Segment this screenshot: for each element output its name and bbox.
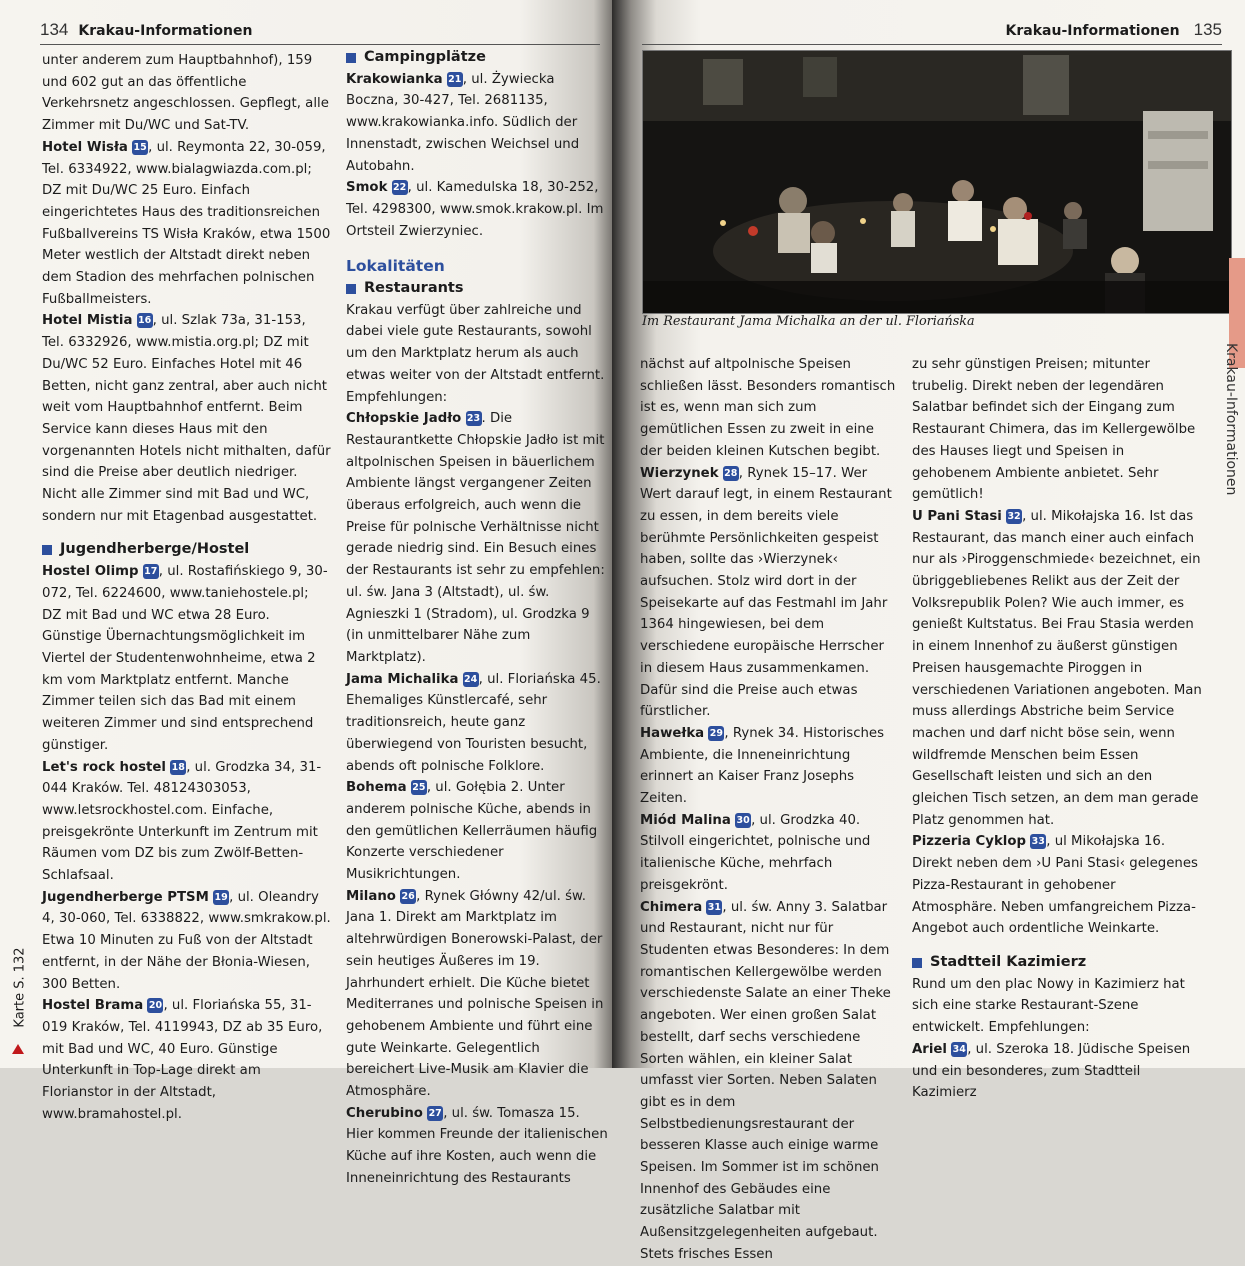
- map-number-badge: 20: [148, 1000, 163, 1012]
- listing-text: , ul Mikołajska 16. Direkt neben dem ›U Pani Stasi‹ gelegenes Pizza-Restaurant in gehobener Atmosphäre. Neben umfangreichem Pizza-Angebot auch ordentliche Weinkarte.: [912, 834, 1198, 937]
- paragraph: Rund um den plac Nowy in Kazimierz hat sich eine starke Restaurant-Szene entwickelt. Empfehlungen:: [912, 976, 1185, 1036]
- listing-name: Jama Michalika: [346, 671, 459, 687]
- listing-text: , Rynek 34. Historisches Ambiente, die Inneneinrichtung erinnert an Kaiser Franz Josephs Zeiten.: [640, 725, 885, 807]
- running-head: Krakau-Informationen: [1005, 23, 1180, 39]
- listing-text: , ul. Mikołajska 16. Ist das Restaurant, das manch einer auch einfach nur als ›Piroggenschmiede‹ bezeichnet, ein übriggebliebenes Relikt aus der Zeit der Volksrepublik Polen? Wie auch immer, es genießt Kultstatus. Bei Frau Stasia werden in einem Innenhof zu äußerst günstigen Preisen hausgemachte Piroggen in verschiedenen Variationen angeboten. Man muss allerdings Abstriche beim Service machen und darf nicht böse sein, wenn wildfremde Menschen beim Essen Gesellschaft leisten und sich an den gleichen Tisch setzen, an dem man gerade Platz genommen hat.: [912, 508, 1202, 828]
- left-column-2: [346, 47, 610, 1190]
- listing-text: , ul. Oleandry 4, 30-060, Tel. 6338822, www.smkrakow.pl. Etwa 10 Minuten zu Fuß von der Altstadt entfernt, in der Nähe der Błonia-Wiesen, 300 Betten.: [42, 889, 331, 992]
- map-number-badge: 29: [709, 727, 723, 739]
- left-page-header: [40, 14, 600, 45]
- square-bullet-icon: [346, 284, 356, 294]
- listing-krakowianka: [346, 69, 610, 178]
- listing-name: Jugendherberge PTSM: [42, 889, 209, 905]
- listing-hawelka: [640, 723, 898, 810]
- listing-jama-michalika: [346, 669, 610, 778]
- map-number-badge: 16: [138, 315, 152, 327]
- listing-lets-rock-hostel: [42, 757, 331, 887]
- listing-name: Wierzynek: [640, 465, 719, 481]
- listing-miod-malina: [640, 810, 898, 897]
- restaurant-photo: [642, 50, 1232, 314]
- listing-cherubino: [346, 1103, 610, 1190]
- map-reference-tab: [6, 930, 32, 1060]
- right-column-1: [640, 354, 898, 1266]
- side-running-title: Krakau-Informationen: [1223, 343, 1239, 496]
- listing-name: Hawełka: [640, 725, 705, 741]
- listing-name: Chłopskie Jadło: [346, 411, 462, 427]
- square-bullet-icon: [912, 958, 922, 968]
- listing-text: , Rynek Główny 42/ul. św. Jana 1. Direkt am Marktplatz im altehrwürdigen Bonerowski-Palast, der sein heutiges Äußeres im 19. Jahrhundert erhielt. Die Küche bietet Mediterranes und polnische Speisen in gehobenem Ambiente und führt eine gute Weinkarte. Gelegentlich bereichert Live-Musik am Klavier die Atmosphäre.: [346, 888, 604, 1100]
- listing-u-pani-stasi: [912, 506, 1202, 832]
- listing-ariel: [912, 1039, 1202, 1104]
- left-column-1: [42, 50, 331, 1125]
- right-page-header: [642, 14, 1222, 45]
- map-number-badge: 18: [171, 761, 185, 773]
- section-heading-hostel: Jugendherberge/Hostel: [42, 539, 331, 561]
- map-number-badge: 32: [1007, 510, 1021, 522]
- map-number-badge: 19: [214, 891, 228, 903]
- listing-text: , ul. Floriańska 45. Ehemaliges Künstlercafé, sehr traditionsreich, heute ganz überwiegend von Touristen besucht, abends oft polnische Folklore.: [346, 671, 601, 774]
- square-bullet-icon: [346, 53, 356, 63]
- listing-text: , ul. Gołębia 2. Unter anderem polnische Küche, abends in den gemütlichen Kellerräumen häufig Konzerte verschiedener Musikrichtungen.: [346, 780, 598, 883]
- chapter-heading-lokalitaeten: Lokalitäten: [346, 257, 445, 276]
- left-page: [0, 0, 612, 1186]
- map-number-badge: 17: [144, 566, 158, 578]
- listing-hotel-mistia: [42, 310, 331, 527]
- listing-name: Miód Malina: [640, 812, 731, 828]
- restaurant-interior-photo: [643, 51, 1231, 313]
- listing-text: , ul. Kamedulska 18, 30-252, Tel. 4298300, www.smok.krakow.pl. Im Ortsteil Zwierzyniec.: [346, 180, 604, 239]
- listing-name: Bohema: [346, 780, 407, 796]
- listing-jugendherberge-ptsm: [42, 887, 331, 996]
- listing-name: U Pani Stasi: [912, 508, 1002, 524]
- listing-text: , ul. Szeroka 18. Jüdische Speisen und ein besonderes, zum Stadtteil Kazimierz: [912, 1041, 1191, 1101]
- map-reference-label: Karte S. 132: [12, 947, 28, 1028]
- listing-text: , ul. św. Anny 3. Salatbar und Restaurant, nicht nur für Studenten etwas Besonderes: In dem romantischen Kellergewölbe werden verschiedenste Salate an einer Theke angeboten. Wer einen großen Salat bestellt, darf sechs verschiedene Sorten wählen, ein kleiner Salat umfasst vier Sorten. Neben Salaten gibt es in dem Selbstbedienungsrestaurant der besseren Klasse auch einige warme Speisen. Im Sommer ist im schönen Innenhof des Gebäudes eine zusätzliche Salatbar mit Außensitzgelegenheiten aufgebaut. Stets frisches Essen: [640, 899, 891, 1262]
- listing-name: Chimera: [640, 899, 703, 915]
- listing-name: Let's rock hostel: [42, 759, 166, 775]
- listing-name: Pizzeria Cyklop: [912, 834, 1026, 850]
- photo-caption: Im Restaurant Jama Michalka an der ul. Floriańska: [642, 314, 975, 329]
- listing-chlopskie-jadlo: [346, 408, 610, 668]
- listing-pizzeria-cyklop: [912, 831, 1202, 940]
- map-number-badge: 21: [448, 73, 462, 85]
- map-number-badge: 33: [1031, 836, 1045, 848]
- square-bullet-icon: [42, 545, 52, 555]
- map-number-badge: 25: [412, 782, 426, 794]
- page-number: 134: [40, 20, 69, 39]
- running-head: Krakau-Informationen: [78, 23, 253, 39]
- listing-hostel-olimp: [42, 561, 331, 756]
- paragraph: unter anderem zum Hauptbahnhof), 159 und 602 gut an das öffentliche Verkehrsnetz angeschlossen. Gepflegt, alle Zimmer mit Du/WC und Sat-TV.: [42, 53, 329, 134]
- listing-name: Hotel Wisła: [42, 139, 128, 155]
- section-heading-restaurants: Restaurants: [346, 278, 610, 300]
- triangle-marker-icon: [12, 1044, 24, 1054]
- listing-text: , ul. Żywiecka Boczna, 30-427, Tel. 2681135, www.krakowianka.info. Südlich der Innenstadt, zwischen Weichsel und Autobahn.: [346, 71, 580, 174]
- listing-hotel-wisla: [42, 137, 331, 311]
- paragraph: Krakau verfügt über zahlreiche und dabei viele gute Restaurants, sowohl um den Marktplatz herum als auch etwas weiter von der Altstadt entfernt. Empfehlungen:: [346, 302, 605, 405]
- listing-text: , ul. Grodzka 40. Stilvoll eingerichtet, polnische und italienische Küche, mehrfach preisgekrönt.: [640, 812, 871, 893]
- section-heading-kazimierz: Stadtteil Kazimierz: [912, 952, 1202, 974]
- listing-name: Smok: [346, 180, 388, 196]
- right-column-2: [912, 354, 1202, 1104]
- page-number: 135: [1193, 20, 1222, 39]
- listing-text: , ul. Floriańska 55, 31-019 Kraków, Tel. 4119943, DZ ab 35 Euro, mit Bad und WC, 40 Euro. Günstige Unterkunft in Top-Lage direkt am Florianstor in der Altstadt, www.bramahostel.pl.: [42, 998, 323, 1122]
- listing-hostel-brama: [42, 995, 331, 1125]
- listing-name: Cherubino: [346, 1105, 423, 1121]
- listing-smok: [346, 177, 610, 242]
- listing-text: , ul. Rostafińskiego 9, 30-072, Tel. 6224600, www.taniehostele.pl; DZ mit Bad und WC etwa 28 Euro. Günstige Übernachtungsmöglichkeit im Viertel der Studentenwohnheime, etwa 2 km vom Marktplatz entfernt. Manche Zimmer teilen sich das Bad mit einem weiteren Zimmer und sind entsprechend günstiger.: [42, 564, 328, 753]
- map-number-badge: 30: [736, 814, 750, 826]
- listing-milano: [346, 886, 610, 1103]
- listing-name: Krakowianka: [346, 71, 443, 87]
- listing-chimera: [640, 897, 898, 1266]
- listing-text: , ul. Reymonta 22, 30-059, Tel. 6334922, www.bialagwiazda.com.pl; DZ mit Du/WC 25 Euro. Einfach eingerichtetes Haus des traditionsreichen Fußballvereins TS Wisła Kraków, etwa 1500 Meter westlich der Altstadt direkt neben dem Stadion des mehrfachen polnischen Fußballmeisters.: [42, 139, 331, 307]
- listing-text: , Rynek 15–17. Wer Wert darauf legt, in einem Restaurant zu essen, in dem bereits viele berühmte Persönlichkeiten gespeist haben, sollte das ›Wierzynek‹ aufsuchen. Stolz wird dort in der Speisekarte auf das Festmahl im Jahr 1364 hingewiesen, bei dem verschiedene europäische Herrscher in diesem Haus zusammenkamen. Dafür sind die Preise auch etwas fürstlicher.: [640, 465, 892, 720]
- listing-text: , ul. Szlak 73a, 31-153, Tel. 6332926, www.mistia.org.pl; DZ mit Du/WC 52 Euro. Einfaches Hotel mit 46 Betten, nicht ganz zentral, aber auch nicht weit vom Hauptbahnhof entfernt. Beim Service kann dieses Haus mit den vorgenannten Hotels nicht mithalten, dafür sind die Preise aber deutlich niedriger. Nicht alle Zimmer sind mit Bad und WC, sondern nur mit Etagenbad ausgestattet.: [42, 313, 331, 524]
- map-number-badge: 31: [707, 901, 722, 913]
- listing-bohema: [346, 777, 610, 886]
- map-number-badge: 23: [466, 413, 481, 425]
- map-number-badge: 15: [133, 141, 147, 153]
- paragraph: zu sehr günstigen Preisen; mitunter trubelig. Direkt neben der legendären Salatbar befindet sich der Eingang zum Restaurant Chimera, das im Kellergewölbe des Hauses liegt und Speisen in gehobenem Ambiente anbietet. Sehr gemütlich!: [912, 357, 1196, 503]
- map-number-badge: 26: [401, 890, 415, 902]
- map-number-badge: 24: [464, 673, 478, 685]
- listing-name: Hotel Mistia: [42, 313, 133, 329]
- listing-name: Hostel Brama: [42, 998, 144, 1014]
- listing-text: . Die Restaurantkette Chłopskie Jadło ist mit altpolnischen Speisen in bäuerlichem Ambiente längst vergangener Zeiten überaus erfolgreich, auch wenn die Preise für polnische Verhältnisse nicht gerade niedrig sind. Ein Besuch eines der Restaurants ist sehr zu empfehlen: ul. św. Jana 3 (Altstadt), ul. św. Agnieszki 1 (Stradom), ul. Grodzka 9 (in unmittelbarer Nähe zum Marktplatz).: [346, 411, 605, 665]
- listing-name: Ariel: [912, 1041, 947, 1057]
- paragraph: nächst auf altpolnische Speisen schließen lässt. Besonders romantisch ist es, wenn man sich zum gemütlichen Essen zu zweit in eine der beiden kleinen Kutschen begibt.: [640, 357, 896, 459]
- listing-name: Milano: [346, 888, 396, 904]
- map-number-badge: 27: [428, 1107, 442, 1119]
- map-number-badge: 28: [724, 467, 738, 479]
- listing-wierzynek: [640, 463, 898, 723]
- listing-text: , ul. Grodzka 34, 31-044 Kraków. Tel. 48124303053, www.letsrockhostel.com. Einfache, preisgekrönte Unterkunft im Zentrum mit Räumen vom DZ bis zum Zwölf-Betten-Schlafsaal.: [42, 759, 322, 884]
- map-number-badge: 34: [952, 1043, 966, 1055]
- listing-name: Hostel Olimp: [42, 564, 139, 580]
- section-heading-camping: Campingplätze: [346, 47, 610, 69]
- map-number-badge: 22: [393, 182, 407, 194]
- right-page: [612, 0, 1245, 1262]
- listing-text: , ul. św. Tomasza 15. Hier kommen Freunde der italienischen Küche auf ihre Kosten, auch wenn die Inneneinrichtung des Restaurants: [346, 1105, 608, 1186]
